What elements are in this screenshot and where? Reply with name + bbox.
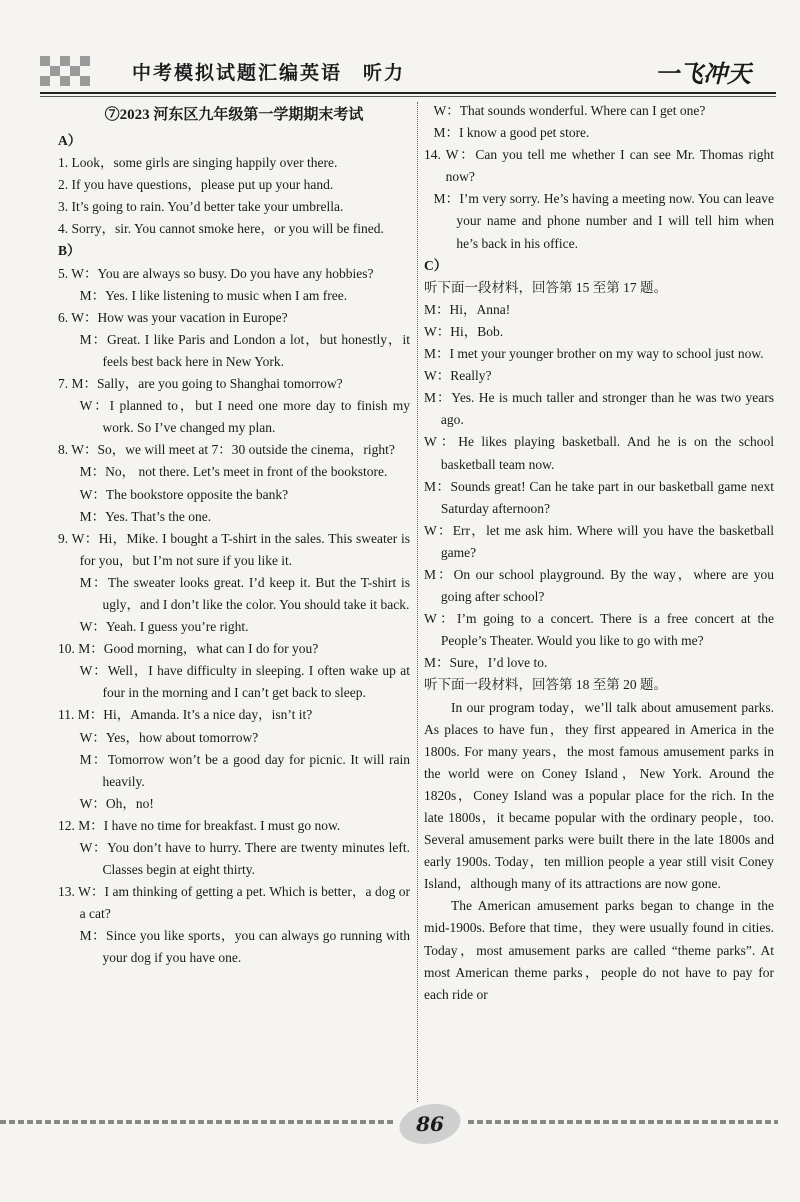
dialogue-line: 8. W：So，we will meet at 7：30 outside the cinema，right?	[58, 442, 395, 458]
dialogue-line: M：I know a good pet store.	[433, 125, 590, 141]
header-rule	[40, 92, 776, 94]
dialogue-line: W：Yes，how about tomorrow?	[79, 729, 259, 745]
footer-ornament-left	[0, 1120, 395, 1124]
dialogue-line: W：Really?	[424, 368, 492, 384]
statement-item: 1. Look，some girls are singing happily over there.	[58, 155, 338, 171]
right-column	[424, 100, 774, 1006]
page-number-badge	[395, 1104, 466, 1144]
dialogue-line: M：I’m very sorry. He’s having a meeting now. You can leave your name and phone number and I will tell him when he’s back in his office.	[433, 191, 774, 251]
left-column	[58, 100, 410, 970]
dialogue-line: 14. W：Can you tell me whether I can see Mr. Thomas right now?	[424, 147, 774, 185]
instruction-line: 听下面一段材料，回答第 15 至第 17 题。	[424, 279, 667, 295]
dialogue-line: M：Great. I like Paris and London a lot，but honestly，it feels best back here in New York.	[79, 331, 410, 369]
dialogue-line: W：I’m going to a concert. There is a free concert at the People’s Theater. Would you like to go with me?	[424, 611, 774, 649]
dialogue-line: W：That sounds wonderful. Where can I get one?	[433, 103, 706, 118]
instruction-line: 听下面一段材料，回答第 18 至第 20 题。	[424, 677, 667, 693]
passage-paragraph: In our program today，we’ll talk about amusement parks. As places to have fun，they first appeared in America in the 1800s. For many years，the most famous amusement parks in the world were on Coney Island，New York. Around the 1820s，Coney Island was a popular place for the rich. In the late 1800s，it became popular with the ordinary people，too. Several amusement parks were built there in the late 1800s and early 1900s. Today，ten million people a year still visit Coney Island，although many of its attractions are now gone.	[424, 699, 774, 892]
page-footer	[0, 1100, 800, 1160]
passage-paragraph: The American amusement parks began to change in the mid-1900s. Before that time，they were usually found in cities. Today，most amusement parks are called “theme parks”. At most American theme parks，people do not have to pay for each ride or	[424, 898, 774, 1002]
dialogue-line: M：Sounds great! Can he take part in our basketball game next Saturday afternoon?	[424, 478, 774, 516]
dialogue-line: M：Sure，I’d love to.	[424, 655, 548, 671]
dialogue-line: M：Hi，Anna!	[424, 301, 511, 317]
dialogue-line: 7. M：Sally，are you going to Shanghai tomorrow?	[58, 376, 343, 392]
dialogue-line: M：Yes. He is much taller and stronger than he was two years ago.	[424, 390, 774, 428]
dialogue-line: M：Yes. That’s the one.	[79, 508, 212, 524]
dialogue-line: W：Oh，no!	[79, 795, 154, 811]
dialogue-line: W：Err，let me ask him. Where will you have the basketball game?	[424, 522, 774, 560]
dialogue-line: W：Hi，Bob.	[424, 323, 504, 339]
part-a-label: A）	[58, 133, 82, 148]
dialogue-line: M：Yes. I like listening to music when I am free.	[79, 287, 348, 303]
dialogue-line: 12. M：I have no time for breakfast. I must go now.	[58, 817, 341, 833]
statement-item: 4. Sorry，sir. You cannot smoke here，or you will be fined.	[58, 221, 384, 237]
dialogue-line: W：You don’t have to hurry. There are twenty minutes left. Classes begin at eight thirty.	[79, 840, 410, 878]
part-b-label: B）	[58, 243, 81, 259]
dialogue-line: 6. W：How was your vacation in Europe?	[58, 309, 288, 325]
section-title: ⑦2023 河东区九年级第一学期期末考试	[104, 107, 364, 123]
dialogue-line: W：Well，I have difficulty in sleeping. I often wake up at four in the morning and I can’t get back to sleep.	[79, 663, 410, 701]
dialogue-line: 5. W：You are always so busy. Do you have any hobbies?	[58, 265, 374, 281]
page-number: 86	[416, 1112, 444, 1136]
header-rule-thin	[40, 96, 776, 97]
dialogue-line: W：I planned to，but I need one more day to finish my work. So I’ve changed my plan.	[79, 398, 410, 436]
statement-item: 2. If you have questions，please put up your hand.	[58, 177, 334, 193]
footer-ornament-right	[468, 1120, 778, 1124]
dialogue-line: 13. W：I am thinking of getting a pet. Which is better，a dog or a cat?	[58, 884, 410, 922]
dialogue-line: 10. M：Good morning，what can I do for you?	[58, 641, 319, 657]
dialogue-line: M：Since you like sports，you can always go running with your dog if you have one.	[79, 928, 410, 966]
page-header	[0, 0, 800, 98]
dialogue-line: W：The bookstore opposite the bank?	[79, 486, 289, 502]
dialogue-line: W：Yeah. I guess you’re right.	[79, 619, 249, 635]
statement-item: 3. It’s going to rain. You’d better take your umbrella.	[58, 199, 344, 215]
brand-logo: 一飞冲天	[655, 59, 751, 88]
checker-decoration	[40, 56, 96, 90]
dialogue-line: M：On our school playground. By the way，where are you going after school?	[424, 566, 774, 605]
dialogue-line: M：Tomorrow won’t be a good day for picnic. It will rain heavily.	[79, 751, 410, 789]
dialogue-line: W：He likes playing basketball. And he is on the school basketball team now.	[424, 434, 774, 472]
dialogue-line: 9. W：Hi，Mike. I bought a T-shirt in the sales. This sweater is for you，but I’m not sure if you like it.	[58, 530, 410, 568]
part-c-label: C）	[424, 257, 448, 273]
dialogue-line: M：The sweater looks great. I’d keep it. But the T-shirt is ugly，and I don’t like the color. You should take it back.	[79, 574, 410, 612]
book-title: 中考模拟试题汇编英语 听力	[132, 62, 406, 84]
dialogue-line: M：No， not there. Let’s meet in front of the bookstore.	[79, 464, 388, 480]
column-divider	[417, 102, 418, 1102]
dialogue-line: M：I met your younger brother on my way to school just now.	[424, 346, 764, 362]
dialogue-line: 11. M：Hi，Amanda. It’s a nice day，isn’t it?	[58, 707, 313, 723]
